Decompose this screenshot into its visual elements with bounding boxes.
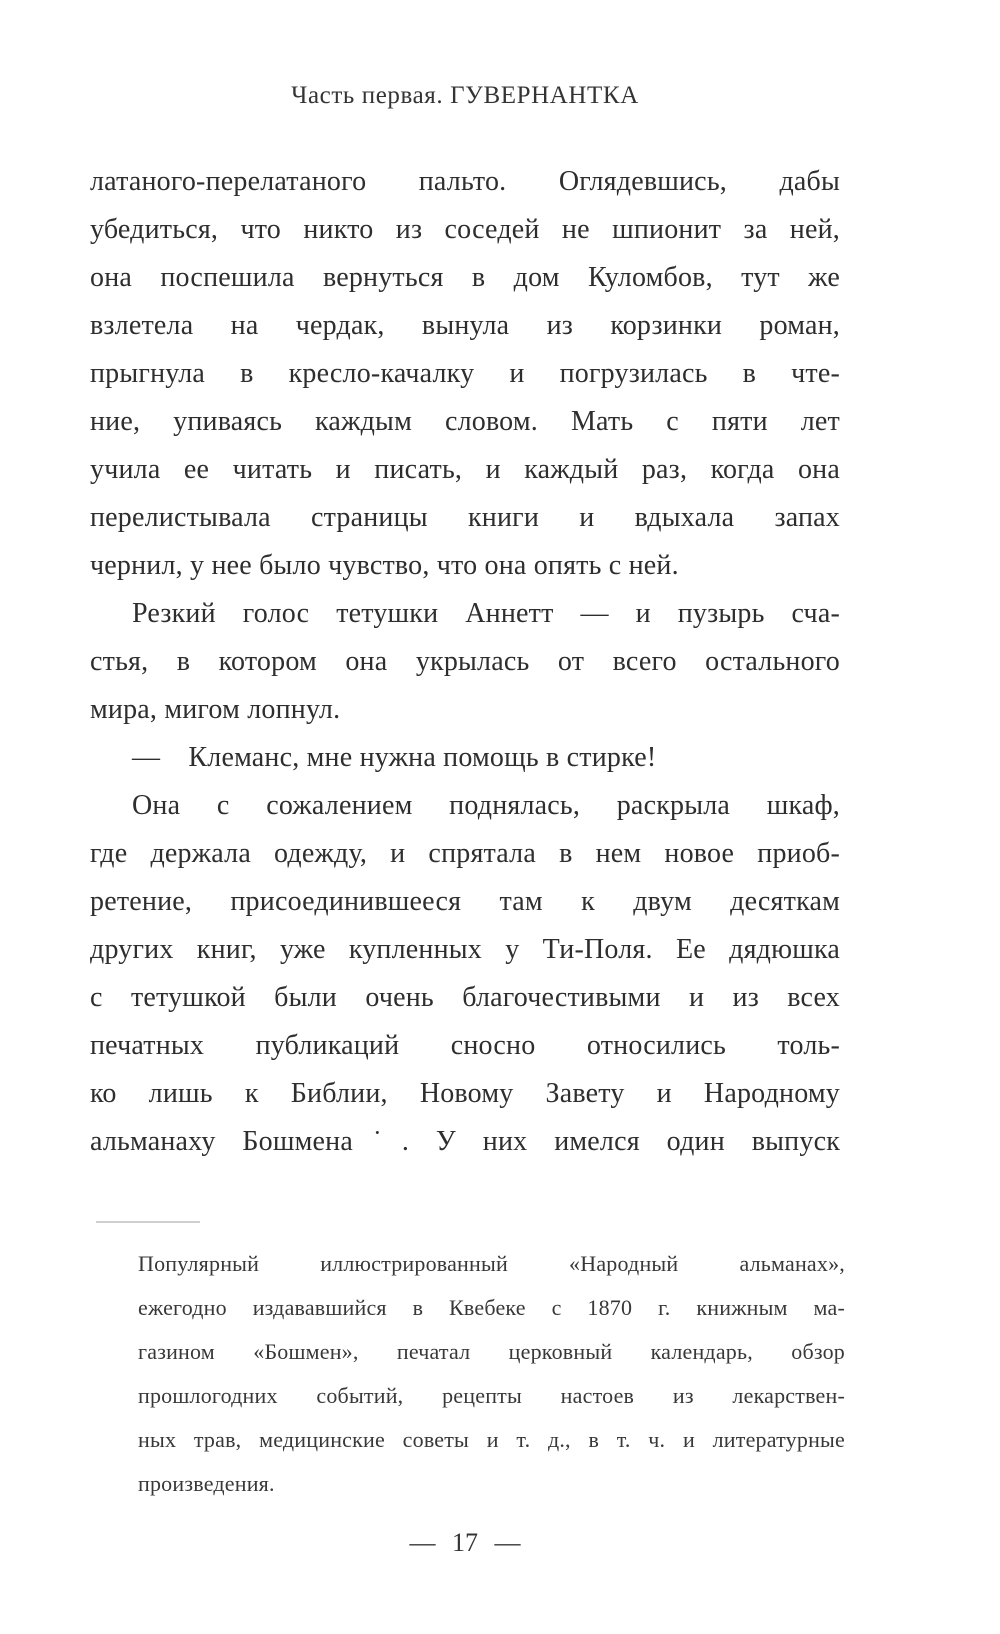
footnote-line: ежегодно издававшийся в Квебеке с 1870 г. книжным ма- <box>138 1295 845 1320</box>
body-line: печатных публикаций сносно относились толь- <box>90 1030 840 1061</box>
body-line: прыгнула в кресло-качалку и погрузилась в чте- <box>90 358 840 389</box>
body-text-block <box>90 158 840 1166</box>
footnote-line: произведения. <box>138 1471 275 1496</box>
body-line: стья, в котором она укрылась от всего остального <box>90 646 840 677</box>
footnote-block <box>138 1242 845 1506</box>
body-line: латаного-перелатаного пальто. Оглядевшись, дабы <box>90 166 840 197</box>
body-line: Она с сожалением поднялась, раскрыла шкаф, <box>132 790 840 821</box>
body-line: убедиться, что никто из соседей не шпионит за ней, <box>90 214 840 245</box>
body-line: ко лишь к Библии, Новому Завету и Народному <box>90 1078 840 1109</box>
footnote-line: прошлогодних событий, рецепты настоев из лекарствен- <box>138 1383 845 1408</box>
body-line: — Клеманс, мне нужна помощь в стирке! <box>132 742 657 773</box>
body-line: Резкий голос тетушки Аннетт — и пузырь сча- <box>132 598 840 629</box>
body-line: взлетела на чердак, вынула из корзинки роман, <box>90 310 840 341</box>
body-line: где держала одежду, и спрятала в нем новое приоб- <box>90 838 840 869</box>
body-line: мира, мигом лопнул. <box>90 694 341 725</box>
body-line: альманаху Бошмена˙. У них имелся один выпуск <box>90 1126 840 1157</box>
footnote-divider <box>96 1221 200 1223</box>
body-line: ние, упиваясь каждым словом. Мать с пяти лет <box>90 406 840 437</box>
body-line: других книг, уже купленных у Ти-Поля. Ее дядюшка <box>90 934 840 965</box>
body-line: чернил, у нее было чувство, что она опять с ней. <box>90 550 679 581</box>
body-line: ретение, присоединившееся там к двум десяткам <box>90 886 840 917</box>
footnote-line: газином «Бошмен», печатал церковный календарь, обзор <box>138 1339 845 1364</box>
footnote-line: Популярный иллюстрированный «Народный альманах», <box>138 1251 845 1276</box>
body-line: с тетушкой были очень благочестивыми и из всех <box>90 982 840 1013</box>
body-line: учила ее читать и писать, и каждый раз, когда она <box>90 454 840 485</box>
footnote-line: ных трав, медицинские советы и т. д., в т. ч. и литературные <box>138 1427 845 1452</box>
body-line: она поспешила вернуться в дом Куломбов, тут же <box>90 262 840 293</box>
running-header: Часть первая. ГУВЕРНАНТКА <box>291 82 639 109</box>
page-number: — 17 — <box>409 1528 521 1557</box>
body-line: перелистывала страницы книги и вдыхала запах <box>90 502 840 533</box>
